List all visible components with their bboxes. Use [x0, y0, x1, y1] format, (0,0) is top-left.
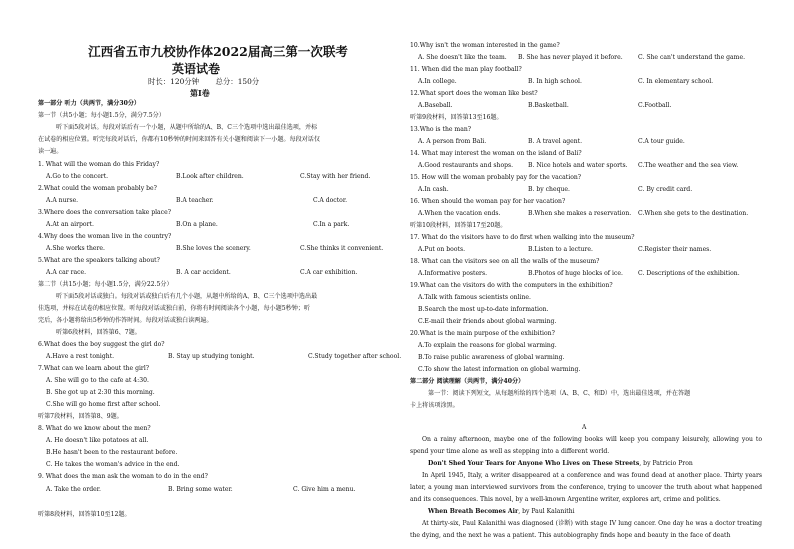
sec1-instr: 读一遍。 — [38, 148, 63, 155]
option: C. In elementary school. — [638, 78, 714, 85]
question: 5.What are the speakers talking about? — [38, 257, 160, 264]
book-heading — [428, 508, 575, 516]
option: B.Listen to a lecture. — [528, 246, 593, 253]
option: A. She doesn't like the team. — [418, 54, 507, 61]
sec2-heading: 第二节（共15小题；每小题1.5分，满分22.5分） — [38, 281, 173, 288]
question: 7.What can we learn about the girl? — [38, 365, 150, 372]
option: C.To show the latest information on global warming. — [418, 366, 581, 373]
option: B.Basketball. — [528, 102, 569, 109]
question: 14. What may interest the woman on the island of Bali? — [410, 150, 582, 157]
segment-label: 听第6段材料，回答第6、7题。 — [56, 329, 141, 336]
option: C. Descriptions of the exhibition. — [638, 270, 740, 277]
option: A.Talk with famous scientists online. — [418, 294, 531, 301]
option: B.He hasn't been to the restaurant before. — [46, 449, 178, 456]
option: A.Informative posters. — [418, 270, 488, 277]
exam-meta — [148, 76, 259, 87]
option: B.A teacher. — [176, 197, 214, 204]
book-author: , by Patricio Pron — [639, 460, 693, 467]
option: B. A travel agent. — [528, 138, 583, 145]
page-subtitle: 英语试卷 — [172, 62, 221, 76]
sec1-instr: 听下面5段对话。每段对话后有一个小题，从题中所给的A、B、C三个选项中选出最佳选项，并标 — [56, 124, 318, 131]
option: A.In cash. — [418, 186, 449, 193]
question: 16. When should the woman pay for her vacation? — [410, 198, 566, 205]
option: A. He doesn't like potatoes at all. — [46, 437, 149, 444]
segment-label: 听第10段材料，回答第17至20题。 — [410, 222, 507, 229]
question: 18. What can the visitors see on all the walls of the museum? — [410, 258, 600, 265]
sec2-instr: 完后，各小题将给出5秒钟的作答时间。每段对话或独白读两遍。 — [38, 317, 213, 324]
sec1-heading: 第一节（共5小题；每小题1.5分，满分7.5分） — [38, 112, 165, 119]
book-title: When Breath Becomes Air — [428, 508, 519, 515]
question: 11. When did the man play football? — [410, 66, 522, 73]
passage-paragraph: In April 1945, Italy, a writer disappeared at a conference and was found dead at another place. Thirty years later, a young man interviewed survivors from the conference, trying to uncover the truth about what happened and its consequences. This novel, by a well-known Argentine writer, explores art, crime and politics. — [410, 472, 762, 503]
sec2-instr: 听下面5段对话或独白。每段对话或独白后有几个小题，从题中所给的A、B、C三个选项中选出最 — [56, 293, 318, 300]
option: A.A nurse. — [46, 197, 79, 204]
exam-time: 时长：120分钟 — [148, 77, 200, 86]
option: C.A car exhibition. — [300, 269, 358, 276]
question: 12.What sport does the woman like best? — [410, 90, 538, 97]
option: A. She will go to the cafe at 4:30. — [46, 377, 149, 384]
option: C. He takes the woman's advice in the end. — [46, 461, 180, 468]
option: B.When she makes a reservation. — [528, 210, 632, 217]
part1-heading: 第一部分 听力（共两节，满分30分） — [38, 100, 141, 107]
option: A.Baseball. — [418, 102, 453, 109]
option: C. By credit card. — [638, 186, 693, 193]
question: 1. What will the woman do this Friday? — [38, 161, 160, 168]
option: A.Put on boots. — [418, 246, 466, 253]
segment-label: 听第7段材料，回答第8、9题。 — [38, 413, 123, 420]
option: C.She will go home first after school. — [46, 401, 161, 408]
question: 6.What does the boy suggest the girl do? — [38, 341, 165, 348]
option: B.Search the most up-to-date information. — [418, 306, 549, 313]
option: C.She thinks it convenient. — [300, 245, 384, 252]
question: 15. How will the woman probably pay for the vacation? — [410, 174, 582, 181]
option: A.She works there. — [46, 245, 105, 252]
question: 20.What is the main purpose of the exhibition? — [410, 330, 555, 337]
page-title: 江西省五市九校协作体2022届高三第一次联考 — [88, 44, 348, 59]
option: B.On a plane. — [176, 221, 218, 228]
option: C. She can't understand the game. — [638, 54, 746, 61]
question: 3.Where does the conversation take place? — [38, 209, 171, 216]
exam-score: 总分：150分 — [215, 77, 260, 86]
option: B.Photos of huge blocks of ice. — [528, 270, 623, 277]
option: B. In high school. — [528, 78, 582, 85]
part2-heading: 第二部分 阅读理解（共两节，满分40分） — [410, 378, 525, 385]
segment-label: 听第9段材料，回答第13至16题。 — [410, 114, 503, 121]
passage-paragraph: On a rainy afternoon, maybe one of the following books will keep you company leisurely, allowing you to spend your time alone as well as stepping into a different world. — [410, 436, 762, 455]
option: B. Stay up studying tonight. — [168, 353, 255, 360]
question: 19.What can the visitors do with the computers in the exhibition? — [410, 282, 613, 289]
option: C. Give him a menu. — [293, 486, 356, 493]
question: 17. What do the visitors have to do first when walking into the museum? — [410, 234, 635, 241]
option: C.A doctor. — [313, 197, 347, 204]
sec1-instr: 在试卷的相应位置。听完每段对话后，你都有10秒钟的时间来回答有关小题和阅读下一小题。每段对话仅 — [38, 136, 320, 143]
passage-label: A — [582, 424, 587, 431]
option: B.Look after children. — [176, 173, 244, 180]
question: 4.Why does the woman live in the country? — [38, 233, 172, 240]
option: B. Bring some water. — [168, 486, 233, 493]
sec2-instr: 佳选项，并标在试卷的相应位置。听每段对话或独白前，你将有时间阅读各个小题，每小题5秒钟；听 — [38, 305, 311, 312]
option: B. A car accident. — [176, 269, 231, 276]
option: C.Stay with her friend. — [300, 173, 371, 180]
option: A.To explain the reasons for global warming. — [418, 342, 557, 349]
volume-label: 第Ⅰ卷 — [190, 88, 210, 98]
option: B. She got up at 2:30 this morning. — [46, 389, 155, 396]
option: A.Good restaurants and shops. — [418, 162, 514, 169]
option: B.To raise public awareness of global warming. — [418, 354, 565, 361]
option: B. She has never played it before. — [518, 54, 623, 61]
book-heading — [428, 460, 693, 468]
option: A. Take the order. — [46, 486, 101, 493]
option: C.The weather and the sea view. — [638, 162, 739, 169]
question: 13.Who is the man? — [410, 126, 472, 133]
option: C.E-mail their friends about global warming. — [418, 318, 557, 325]
part2-instr: 卡上将该项涂黑。 — [410, 402, 459, 409]
option: C.A tour guide. — [638, 138, 685, 145]
segment-label: 听第8段材料，回答第10至12题。 — [38, 511, 131, 518]
option: A. A person from Bali. — [418, 138, 487, 145]
book-title: Don't Shed Your Tears for Anyone Who Lives on These Streets — [428, 460, 640, 467]
option: B. by cheque. — [528, 186, 570, 193]
book-author: , by Paul Kalanithi — [518, 508, 575, 515]
part2-instr: 第一节：阅读下列短文，从每题所给的四个选项（A、B、C、和D）中，选出最佳选项，并在答题 — [428, 390, 691, 397]
passage-paragraph: At thirty-six, Paul Kalanithi was diagnosed (诊断) with stage IV lung cancer. One day he was a doctor treating the dying, and the next he was a patient. This autobiography finds hope and beauty in the face of death — [410, 520, 762, 539]
option: C.Register their names. — [638, 246, 712, 253]
option: C.Football. — [638, 102, 672, 109]
option: C.In a park. — [313, 221, 350, 228]
option: B. Nice hotels and water sports. — [528, 162, 628, 169]
option: A.A car race. — [46, 269, 87, 276]
option: A.Go to the concert. — [46, 173, 109, 180]
question: 8. What do we know about the men? — [38, 425, 151, 432]
question: 2.What could the woman probably be? — [38, 185, 157, 192]
option: A.Have a rest tonight. — [46, 353, 115, 360]
question: 9. What does the man ask the woman to do in the end? — [38, 473, 208, 480]
option: B.She loves the scenery. — [176, 245, 251, 252]
option: A.When the vacation ends. — [418, 210, 501, 217]
option: A.At an airport. — [46, 221, 94, 228]
option: C.Study together after school. — [308, 353, 402, 360]
question: 10.Why isn't the woman interested in the game? — [410, 42, 560, 49]
option: C.When she gets to the destination. — [638, 210, 749, 217]
option: A.In college. — [418, 78, 457, 85]
